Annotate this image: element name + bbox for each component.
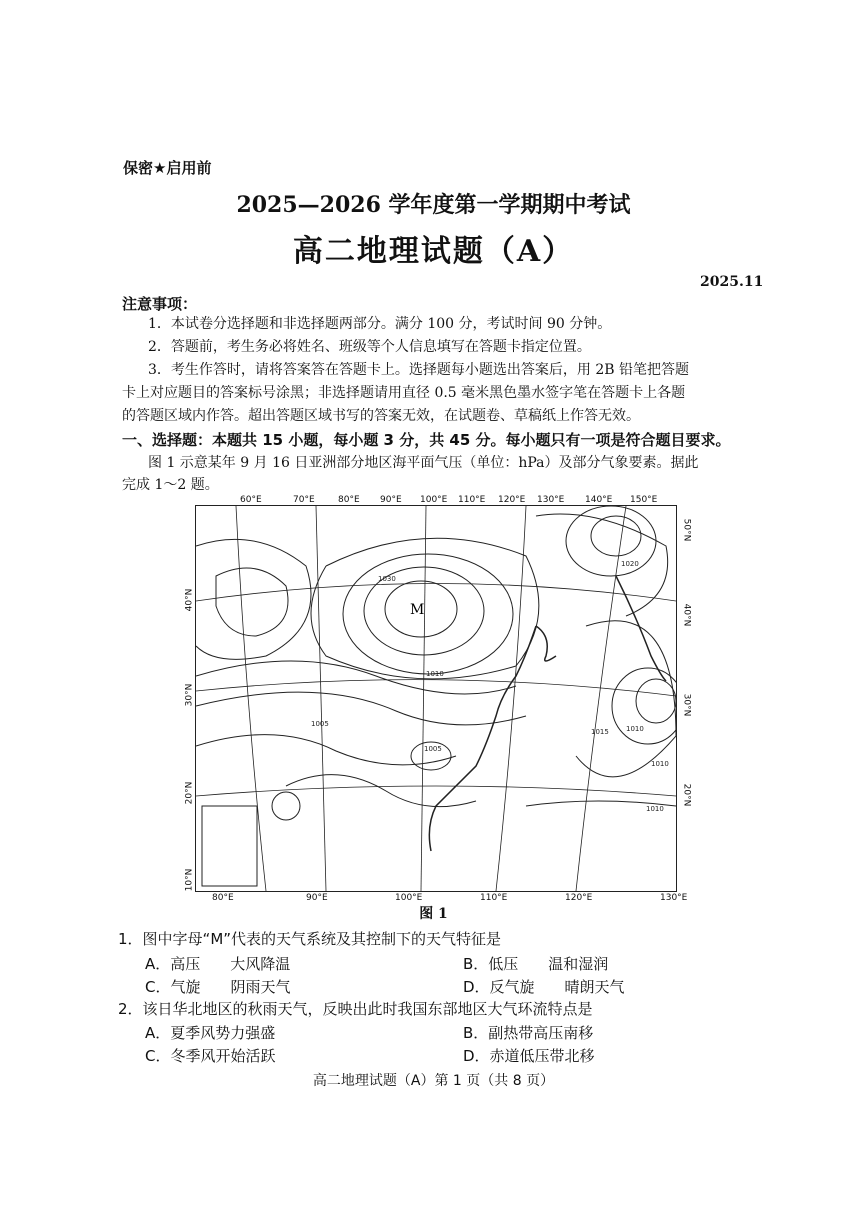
isobar-label: 1005: [424, 745, 442, 753]
top-longitude-label: 70°E: [293, 495, 315, 505]
isobar-label: 1010: [646, 805, 664, 813]
option-c[interactable]: C．气旋 阴雨天气: [145, 978, 291, 996]
option-d[interactable]: D．赤道低压带北移: [463, 1047, 595, 1065]
question-stem: 2．该日华北地区的秋雨天气，反映出此时我国东部地区大气环流特点是: [118, 1000, 593, 1018]
bottom-longitude-label: 90°E: [306, 893, 328, 903]
intro-text: 图 1 示意某年 9 月 16 日亚洲部分地区海平面气压（单位：hPa）及部分气象要素。据此: [148, 455, 699, 471]
top-longitude-label: 140°E: [585, 495, 613, 505]
option-b[interactable]: B．低压 温和湿润: [463, 955, 609, 973]
bottom-longitude-label: 120°E: [565, 893, 593, 903]
exam-title: 2025—2026 学年度第一学期期中考试: [236, 192, 631, 218]
isobar-label: 1020: [621, 560, 639, 568]
right-latitude-label: 20°N: [681, 783, 692, 807]
top-longitude-label: 80°E: [338, 495, 360, 505]
top-longitude-label: 100°E: [420, 495, 448, 505]
pressure-map: [195, 505, 677, 892]
map-letter-m: M: [410, 602, 425, 618]
option-d[interactable]: D．反气旋 晴朗天气: [463, 978, 625, 996]
top-longitude-label: 60°E: [240, 495, 262, 505]
exam-date: 2025.11: [700, 274, 764, 290]
bottom-longitude-label: 110°E: [480, 893, 508, 903]
top-longitude-label: 90°E: [380, 495, 402, 505]
right-latitude-label: 40°N: [681, 603, 692, 627]
left-latitude-label: 10°N: [184, 868, 195, 892]
figure-caption: 图 1: [419, 906, 448, 922]
isobar-label: 1030: [378, 575, 396, 583]
question-stem: 1．图中字母“M”代表的天气系统及其控制下的天气特征是: [118, 930, 502, 948]
notice-item: 卡上对应题目的答案标号涂黑；非选择题请用直径 0.5 毫米黑色墨水签字笔在答题卡上各题: [122, 385, 686, 401]
left-latitude-label: 20°N: [184, 781, 195, 805]
top-longitude-label: 130°E: [537, 495, 565, 505]
option-a[interactable]: A．夏季风势力强盛: [145, 1024, 276, 1042]
paper-title: 高二地理试题（A）: [292, 234, 575, 269]
section-heading: 一、选择题：本题共 15 小题，每小题 3 分，共 45 分。每小题只有一项是符合题目要求。: [122, 431, 731, 449]
notice-item: 2．答题前，考生务必将姓名、班级等个人信息填写在答题卡指定位置。: [148, 339, 591, 355]
right-latitude-label: 30°N: [681, 693, 692, 717]
left-latitude-label: 30°N: [184, 683, 195, 707]
top-longitude-label: 120°E: [498, 495, 526, 505]
left-latitude-label: 40°N: [184, 588, 195, 612]
top-longitude-label: 150°E: [630, 495, 658, 505]
confidential-label: 保密★启用前: [123, 159, 212, 177]
isobar-label: 1010: [426, 670, 444, 678]
isobar-label: 1010: [626, 725, 644, 733]
isobar-map-svg: [196, 506, 676, 891]
notice-item: 3．考生作答时，请将答案答在答题卡上。选择题每小题选出答案后，用 2B 铅笔把答题: [148, 362, 690, 378]
top-longitude-label: 110°E: [458, 495, 486, 505]
isobar-label: 1015: [591, 728, 609, 736]
option-a[interactable]: A．高压 大风降温: [145, 955, 291, 973]
right-latitude-label: 50°N: [681, 518, 692, 542]
notice-heading: 注意事项：: [122, 295, 198, 313]
bottom-longitude-label: 80°E: [212, 893, 234, 903]
option-b[interactable]: B．副热带高压南移: [463, 1024, 594, 1042]
option-c[interactable]: C．冬季风开始活跃: [145, 1047, 276, 1065]
isobar-label: 1005: [311, 720, 329, 728]
notice-item: 的答题区域内作答。超出答题区域书写的答案无效，在试题卷、草稿纸上作答无效。: [122, 408, 640, 424]
bottom-longitude-label: 130°E: [660, 893, 688, 903]
page-footer: 高二地理试题（A）第 1 页（共 8 页）: [312, 1073, 555, 1089]
intro-text: 完成 1～2 题。: [122, 477, 219, 493]
notice-item: 1．本试卷分选择题和非选择题两部分。满分 100 分，考试时间 90 分钟。: [148, 316, 612, 332]
isobar-label: 1010: [651, 760, 669, 768]
bottom-longitude-label: 100°E: [395, 893, 423, 903]
